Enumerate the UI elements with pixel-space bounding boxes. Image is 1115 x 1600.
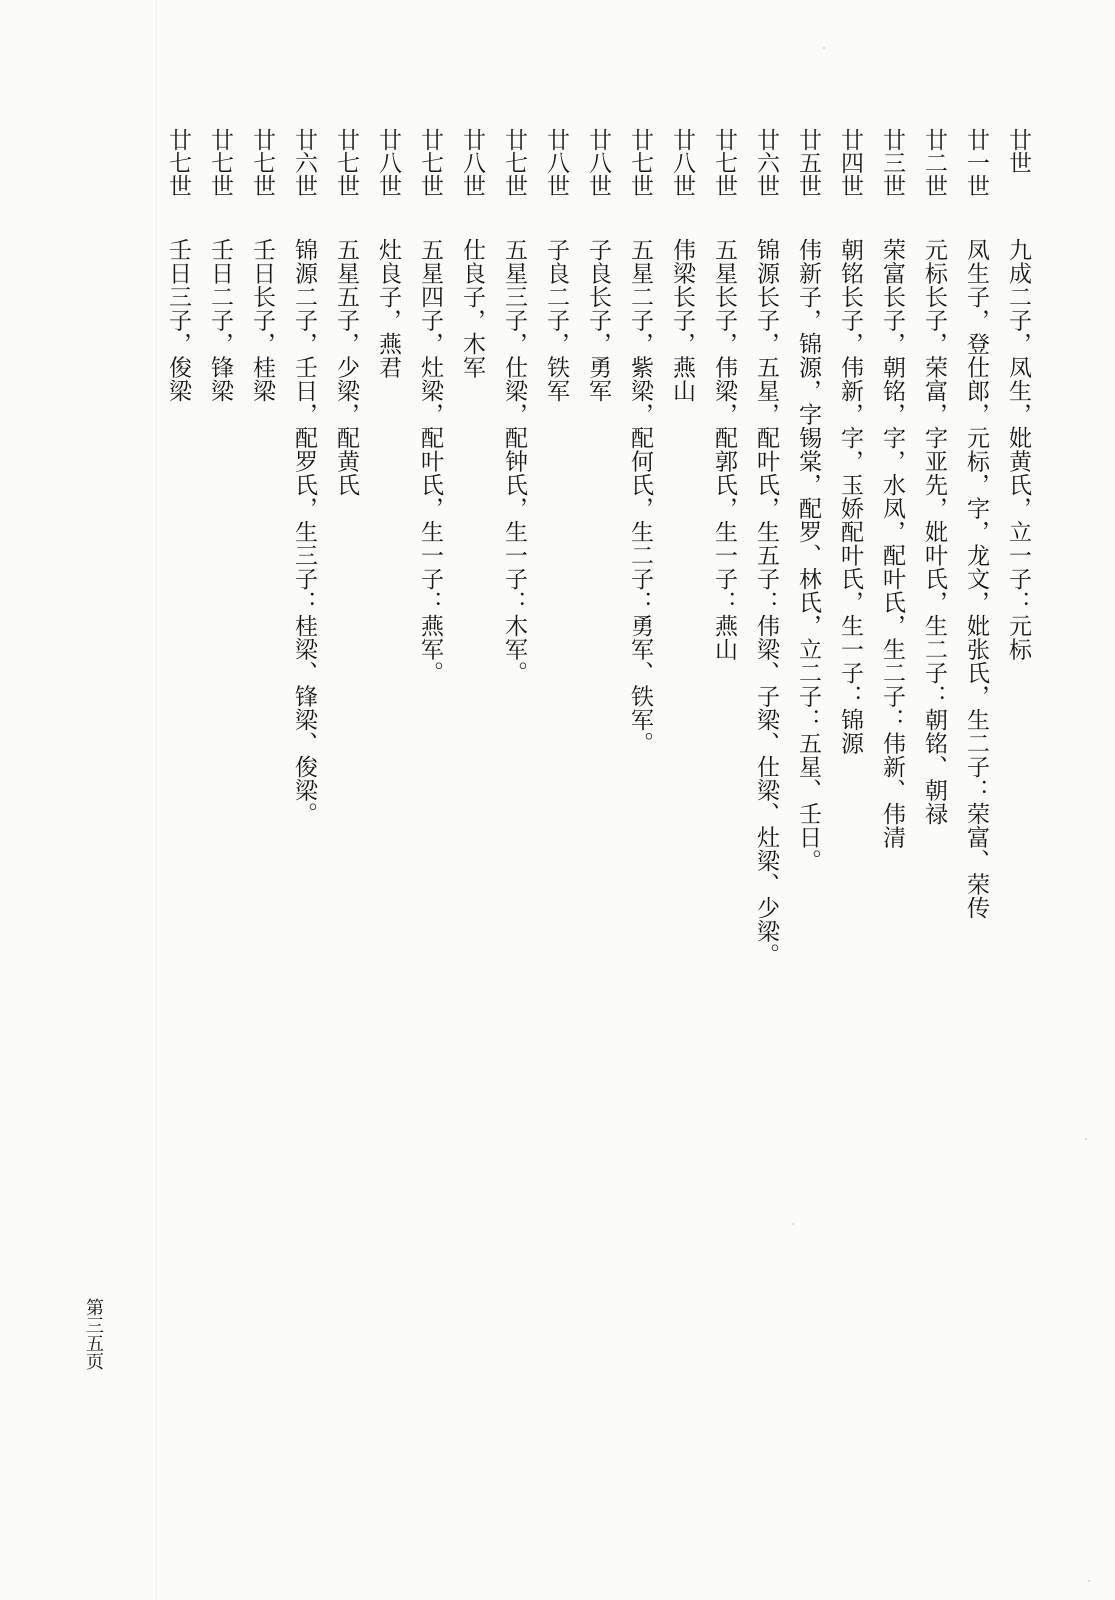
entry-text: 元标长子，荣富，字亚先，妣叶氏，生二子：朝铭、朝禄 <box>921 238 947 826</box>
entry-17 <box>325 128 367 1128</box>
entry-text: 灶良子，燕君 <box>375 238 401 379</box>
entry-6 <box>787 128 829 1128</box>
scan-speck <box>1088 1580 1090 1582</box>
entry-9 <box>661 128 703 1128</box>
scan-speck <box>823 47 825 49</box>
entry-text: 壬日二子，锋梁 <box>207 238 233 403</box>
entry-text: 荣富长子，朝铭，字，水凤，配叶氏，生二子：伟新、伟清 <box>879 238 905 849</box>
generation-label: 廿三世 <box>879 128 905 197</box>
entry-text: 锦源二子，壬日，配罗氏，生三子：桂梁、锋梁、俊梁。 <box>291 238 317 826</box>
entry-16 <box>367 128 409 1128</box>
generation-label: 廿七世 <box>249 128 275 197</box>
entry-text: 朝铭长子，伟新，字，玉娇配叶氏，生一子：锦源 <box>837 238 863 755</box>
generation-label: 廿五世 <box>795 128 821 197</box>
entry-21 <box>157 128 199 1128</box>
generation-label: 廿七世 <box>627 128 653 197</box>
generation-label: 廿七世 <box>207 128 233 197</box>
generation-label: 廿六世 <box>291 128 317 197</box>
generation-label: 廿六世 <box>753 128 779 197</box>
generation-label: 廿四世 <box>837 128 863 197</box>
generation-label: 廿世 <box>1005 128 1031 174</box>
generation-label: 廿一世 <box>963 128 989 197</box>
entry-text: 五星二子，紫梁，配何氏，生二子：勇军、铁军。 <box>627 238 653 755</box>
entry-2 <box>955 128 997 1128</box>
page-number: 第三五页 <box>83 1298 104 1370</box>
generation-label: 廿八世 <box>375 128 401 197</box>
entry-1 <box>997 128 1039 1128</box>
generation-label: 廿八世 <box>669 128 695 197</box>
entry-text: 壬日长子，桂梁 <box>249 238 275 403</box>
generation-label: 廿八世 <box>585 128 611 197</box>
entry-18 <box>283 128 325 1128</box>
entry-20 <box>199 128 241 1128</box>
generation-label: 廿七世 <box>333 128 359 197</box>
entry-11 <box>577 128 619 1128</box>
entry-text: 锦源长子，五星，配叶氏，生五子：伟梁、子梁、仕梁、灶梁、少梁。 <box>753 238 779 967</box>
entry-19 <box>241 128 283 1128</box>
scan-speck <box>792 1223 794 1225</box>
generation-label: 廿七世 <box>165 128 191 197</box>
entry-10 <box>619 128 661 1128</box>
generation-label: 廿八世 <box>543 128 569 197</box>
entry-text: 壬日三子，俊梁 <box>165 238 191 403</box>
entry-15 <box>409 128 451 1128</box>
entry-3 <box>913 128 955 1128</box>
entry-text: 伟新子，锦源，字锡棠，配罗、林氏，立二子：五星、壬日。 <box>795 238 821 873</box>
entry-text: 伟梁长子，燕山 <box>669 238 695 403</box>
entry-text: 五星五子，少梁，配黄氏 <box>333 238 359 497</box>
entry-text: 仕良子，木军 <box>459 238 485 379</box>
entry-text: 五星长子，伟梁，配郭氏，生一子：燕山 <box>711 238 737 661</box>
entry-text: 五星四子，灶梁，配叶氏，生一子：燕军。 <box>417 238 443 685</box>
generation-label: 廿七世 <box>417 128 443 197</box>
entry-text: 子良长子，勇军 <box>585 238 611 403</box>
entry-8 <box>703 128 745 1128</box>
entry-14 <box>451 128 493 1128</box>
generation-label: 廿七世 <box>711 128 737 197</box>
genealogy-entries <box>150 128 1045 1128</box>
entry-12 <box>535 128 577 1128</box>
entry-13 <box>493 128 535 1128</box>
entry-text: 五星三子，仕梁，配钟氏，生一子：木军。 <box>501 238 527 685</box>
generation-label: 廿二世 <box>921 128 947 197</box>
entry-text: 凤生子，登仕郎，元标，字，龙文，妣张氏，生二子：荣富、荣传 <box>963 238 989 920</box>
entry-7 <box>745 128 787 1128</box>
generation-label: 廿八世 <box>459 128 485 197</box>
generation-label: 廿七世 <box>501 128 527 197</box>
entry-5 <box>829 128 871 1128</box>
scan-speck <box>1085 1138 1087 1140</box>
entry-text: 子良二子，铁军 <box>543 238 569 403</box>
entry-text: 九成二子，凤生，妣黄氏，立一子：元标 <box>1005 238 1031 661</box>
entry-4 <box>871 128 913 1128</box>
